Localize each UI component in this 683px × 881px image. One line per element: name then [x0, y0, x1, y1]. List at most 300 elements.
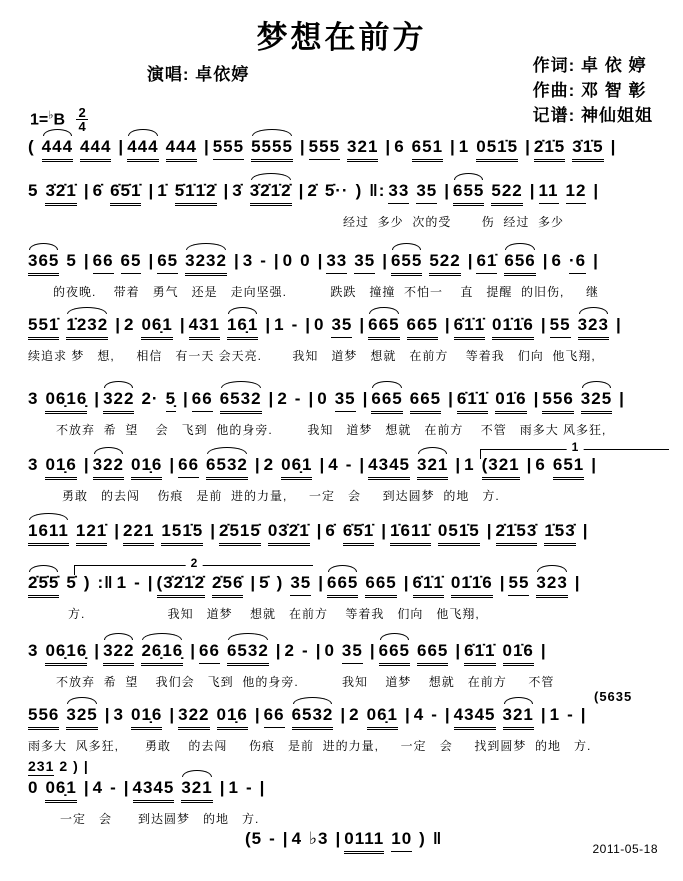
note-token: 0 — [314, 315, 325, 334]
note-token: 051̇5 — [438, 520, 480, 546]
note-token: 321 — [181, 777, 212, 803]
note-token: 665 — [368, 314, 399, 340]
note-token: 323 — [536, 572, 567, 598]
note-token: 4 — [291, 829, 303, 848]
note-token: 01̣6 — [131, 704, 162, 730]
flat-icon: ♭ — [48, 109, 54, 122]
note-token: 06̣16̣ — [45, 640, 87, 666]
music-system-5 — [28, 388, 668, 438]
note-token: 01̣6 — [131, 454, 162, 480]
note-token: 55 — [508, 572, 529, 596]
note-token: 01̇1̇6 — [492, 314, 534, 340]
note-token: 35 — [331, 314, 352, 338]
note-token: - — [294, 389, 302, 408]
note-token: (321 — [482, 454, 520, 480]
note-token: 2 — [59, 758, 69, 774]
volta-number: 2 — [186, 557, 203, 569]
note-token: | — [610, 137, 617, 156]
note-token: 3̇2̇1̇2̇ — [250, 180, 292, 206]
note-token: - — [260, 251, 267, 270]
note-token: ♭3 — [309, 829, 329, 848]
note-token: 522 — [429, 250, 460, 276]
note-token: 0 — [282, 251, 294, 270]
note-token: | — [317, 251, 324, 270]
note-token: 2 — [123, 315, 135, 334]
note-token: 3 — [113, 705, 124, 724]
note-token: 6 — [535, 455, 546, 474]
note-token: | — [223, 181, 230, 200]
lyrics-line: 经过 多少 次的受 伤 经过 多少 — [343, 215, 565, 229]
note-token: | — [405, 705, 411, 724]
note-token: 665 — [327, 572, 358, 598]
note-token: | — [305, 315, 311, 334]
note-token: 0111 — [344, 828, 384, 854]
note-token: 5̇1̇1̇2̇ — [175, 180, 217, 206]
note-token: | — [282, 829, 289, 848]
note-token: | — [450, 137, 456, 156]
note-token: | — [115, 315, 121, 334]
note-token: ( — [28, 137, 35, 156]
note-token: 6532 — [292, 704, 334, 730]
note-token: 5 — [28, 181, 39, 200]
note-token: 3232 — [185, 250, 227, 276]
note-token: 6 — [551, 251, 562, 270]
note-token: ) — [355, 181, 363, 200]
note-token: | — [104, 705, 111, 724]
note-token: 35 — [354, 250, 375, 274]
note-token: 522 — [491, 180, 522, 206]
note-token: :‖ — [97, 573, 114, 592]
note-token: 1̇ — [157, 181, 168, 200]
note-token: | — [526, 455, 533, 474]
time-signature-unit: 4 — [78, 119, 86, 134]
note-token: 01̇6 — [503, 640, 534, 666]
note-token: | — [298, 181, 305, 200]
notes-line — [28, 520, 668, 548]
note-token: | — [444, 181, 450, 200]
note-token: 2̇ — [307, 181, 318, 200]
lyrics-line: 雨多大 风多狂, 勇敢 的去闯 伤痕 是前 进的力量, 一定 会 找到圆梦 的地 方. — [28, 739, 592, 753]
note-token: 5̇ — [66, 573, 77, 592]
note-token: | — [362, 389, 369, 408]
note-token: - — [269, 829, 276, 848]
volta-number: 1 — [567, 441, 584, 453]
lyrics-line: 不放弃 希 望 我们会 飞到 他的身旁. 我知 道梦 想就 在前方 不管 — [56, 675, 555, 689]
note-token: 2̇1̇53̇ — [496, 520, 538, 546]
note-token: 66 — [178, 454, 199, 478]
note-token: 06̣1 — [141, 314, 172, 340]
note-token: 11 — [539, 180, 559, 204]
note-token: 33 — [388, 180, 409, 204]
note-token: | — [593, 181, 600, 200]
note-token: ‖: — [369, 181, 386, 200]
note-token: | — [299, 137, 306, 156]
singer-line: 演唱: 卓依婷 — [146, 65, 250, 84]
note-token: ) — [276, 573, 284, 592]
note-token: 0 — [324, 641, 335, 660]
note-token: - — [302, 641, 309, 660]
note-token: | — [574, 573, 581, 592]
note-token: 1 — [458, 137, 470, 156]
note-token: 656 — [504, 250, 535, 276]
note-token: ·6 — [569, 250, 586, 274]
note-token: | — [542, 251, 549, 270]
note-token: 2̇1̇5 — [534, 136, 565, 162]
note-token: 35 — [290, 572, 311, 596]
note-token: | — [444, 705, 451, 724]
note-token: 2 — [284, 641, 296, 660]
note-token: | — [148, 181, 155, 200]
note-token: 2 — [277, 389, 288, 408]
note-token: 35 — [416, 180, 437, 204]
note-token: | — [316, 521, 323, 540]
note-token: 01̇1̇6 — [451, 572, 493, 598]
note-token: 651 — [412, 136, 443, 162]
note-token: 35 — [335, 388, 356, 412]
note-token: 6̇5̇1̇ — [110, 180, 141, 206]
note-token: 151̇5 — [161, 520, 203, 546]
note-token: | — [455, 455, 462, 474]
note-token: ) — [73, 758, 79, 774]
notes-line — [28, 388, 668, 416]
note-token: 0 — [28, 778, 39, 797]
note-token: | — [259, 778, 266, 797]
note-token: 01̣6 — [45, 454, 76, 480]
note-token: 3 — [28, 455, 39, 474]
lyrics-line: 勇敢 的去闯 伤痕 是前 进的力量, 一定 会 到达圆梦 的地 方. — [62, 489, 500, 503]
note-token: | — [382, 251, 388, 270]
note-token: 321 — [347, 136, 378, 162]
pickup-notes-line — [28, 758, 668, 777]
note-token: 2̇515̇ — [219, 520, 261, 546]
music-system-7 — [28, 520, 668, 548]
transcriber-credit: 记谱: 神仙姐姐 — [532, 106, 653, 125]
note-token: | — [169, 455, 176, 474]
note-token: | — [582, 521, 589, 540]
note-token: 556 — [542, 388, 573, 414]
note-token: 555 — [309, 136, 340, 160]
note-token: | — [265, 315, 272, 334]
note-token: 3 — [28, 389, 39, 408]
note-token: 665 — [410, 388, 441, 414]
note-token: 325 — [66, 704, 97, 730]
notes-line — [28, 572, 668, 600]
note-token: | — [403, 573, 410, 592]
note-token: | — [448, 389, 454, 408]
note-token: 665 — [365, 572, 396, 598]
note-token: 65 — [121, 250, 142, 274]
note-token: 1 — [549, 705, 561, 724]
note-token: 4 — [413, 705, 425, 724]
note-token: 1 — [464, 455, 475, 474]
note-token: 231 — [28, 758, 55, 774]
note-token: | — [540, 315, 547, 334]
note-token: 01̣6 — [217, 704, 248, 730]
note-token: 06̣16̣ — [45, 388, 87, 414]
note-token: | — [94, 389, 101, 408]
note-token: 5̇ — [259, 573, 270, 592]
note-token: 221 — [123, 520, 154, 546]
music-system-3 — [28, 250, 668, 300]
note-token: | — [499, 573, 506, 592]
note-token: | — [179, 315, 186, 334]
note-token: 65 — [157, 250, 178, 274]
note-token: 5 — [66, 251, 77, 270]
notes-line — [28, 704, 668, 732]
lyrics-line: 续追求 梦 想, 相信 有一天 会天亮. 我知 道梦 想就 在前方 等着我 们向 他飞翔, — [28, 349, 596, 363]
note-token: | — [533, 389, 540, 408]
note-token: | — [318, 573, 324, 592]
note-token: 2 — [349, 705, 360, 724]
note-token: 1̇232 — [66, 314, 108, 340]
note-token: | — [540, 705, 547, 724]
notes-line — [28, 250, 668, 278]
note-token: 35 — [342, 640, 363, 664]
note-token: 444 — [166, 136, 197, 162]
note-token: 655 — [453, 180, 484, 206]
note-token: | — [83, 778, 90, 797]
note-token: ‖ — [432, 829, 443, 848]
note-token: 651 — [553, 454, 584, 480]
note-token: | — [273, 251, 280, 270]
note-token: 322 — [178, 704, 209, 730]
note-token: ) — [419, 829, 426, 848]
music-system-10 — [28, 689, 668, 754]
note-token: 323 — [578, 314, 609, 340]
note-token: | — [455, 641, 462, 660]
note-token: (5 — [245, 829, 263, 848]
note-token: 4345 — [454, 704, 496, 730]
note-token: | — [233, 251, 240, 270]
note-token: | — [315, 641, 322, 660]
note-token: - — [567, 705, 574, 724]
note-token: | — [147, 573, 154, 592]
note-token: 665 — [379, 640, 410, 666]
note-token: 322 — [103, 640, 134, 666]
note-token: 1611 — [28, 520, 69, 546]
note-token: | — [385, 137, 392, 156]
note-token: | — [169, 705, 176, 724]
note-token: | — [268, 389, 275, 408]
note-token: 66 — [199, 640, 220, 664]
note-token: | — [148, 251, 155, 270]
note-token: 3̇ — [232, 181, 243, 200]
note-token: | — [486, 521, 493, 540]
note-token: 1 — [228, 778, 239, 797]
note-token: 33 — [326, 250, 347, 274]
note-token: | — [219, 778, 226, 797]
note-token: ) — [83, 573, 91, 592]
composer-credit: 作曲: 邓 智 彰 — [532, 81, 647, 100]
note-token: 665 — [371, 388, 402, 414]
note-token: | — [118, 137, 125, 156]
note-token: | — [250, 573, 257, 592]
note-token: 1 — [274, 315, 285, 334]
music-system-8 — [28, 556, 668, 622]
music-system-6 — [28, 440, 668, 504]
note-token: | — [335, 829, 342, 848]
time-signature-beats: 2 — [78, 105, 86, 120]
note-token: | — [615, 315, 622, 334]
notes-line — [28, 640, 668, 668]
music-system-2 — [28, 180, 668, 230]
key-letter: B — [53, 111, 66, 129]
notes-line — [28, 777, 668, 805]
note-token: 321 — [503, 704, 534, 730]
note-token: 6 — [394, 137, 405, 156]
lyrics-line: 不放弃 希 望 会 飞到 他的身旁. 我知 道梦 想就 在前方 不管 雨多大 风多狂, — [56, 423, 607, 437]
note-token: 665 — [417, 640, 448, 666]
note-token: 16̣1 — [227, 314, 258, 340]
note-token: 2 — [263, 455, 275, 474]
note-token: 1̇611̇ — [390, 520, 431, 546]
notes-line — [28, 180, 668, 208]
note-token: 5̇·· — [324, 181, 349, 200]
note-token: 0 — [300, 251, 311, 270]
lyrics-line: 一定 会 到达圆梦 的地 方. — [60, 812, 260, 826]
note-token: 551̇ — [28, 314, 59, 340]
note-token: (3̇2̇1̇2̇ — [157, 572, 205, 598]
note-token: | — [308, 389, 315, 408]
note-token: | — [83, 181, 90, 200]
note-token: 6̇5̇1̇ — [343, 520, 374, 546]
note-token: 6̇ — [325, 521, 336, 540]
note-token: 322 — [93, 454, 124, 480]
note-token: 3 — [28, 641, 39, 660]
note-token: | — [275, 641, 282, 660]
note-token: 431 — [189, 314, 220, 340]
note-token: | — [529, 181, 536, 200]
note-token: 6̇1̇1̇ — [413, 572, 444, 598]
credits-block — [533, 53, 653, 128]
note-token: 0 — [317, 389, 328, 408]
note-token: 6̇1̇1̇ — [457, 388, 488, 414]
note-token: | — [83, 455, 90, 474]
note-token: 444 — [42, 136, 73, 162]
note-token: - — [431, 705, 438, 724]
note-token: 4345 — [133, 777, 175, 803]
note-token: - — [245, 778, 253, 797]
note-token: 2̇56̇ — [212, 572, 243, 598]
note-token: 66 — [264, 704, 285, 728]
note-token: | — [467, 251, 474, 270]
note-token: | — [525, 137, 531, 156]
note-token: 555 — [213, 136, 244, 160]
time-signature — [76, 106, 87, 133]
note-token: | — [83, 251, 90, 270]
note-token: 06̣1 — [281, 454, 312, 480]
note-token: 61̇ — [476, 250, 497, 274]
note-token: 6̇1̇1̇ — [454, 314, 485, 340]
music-system-9 — [28, 640, 668, 690]
note-token: | — [123, 778, 130, 797]
note-token: | — [540, 641, 547, 660]
volta-bracket-2 — [74, 556, 313, 575]
note-token: 6532 — [227, 640, 269, 666]
note-token: 322 — [103, 388, 134, 414]
note-token: - — [291, 315, 299, 334]
note-token: | — [94, 641, 101, 660]
note-token: 444 — [127, 136, 158, 162]
note-token: | — [359, 455, 366, 474]
note-token: 2̇5̇5̇ — [28, 572, 59, 598]
note-token: - — [134, 573, 141, 592]
music-system-11 — [28, 758, 668, 827]
lyricist-credit: 作词: 卓 依 婷 — [532, 56, 647, 75]
note-token: 121̇ — [76, 520, 107, 546]
notes-line — [28, 136, 668, 164]
note-token: | — [444, 315, 451, 334]
note-token: | — [580, 705, 587, 724]
note-token: | — [190, 641, 197, 660]
note-token: 06̣1 — [367, 704, 398, 730]
note-token: 6̇1̇1̇ — [464, 640, 495, 666]
note-token: | — [381, 521, 388, 540]
note-token: - — [110, 778, 117, 797]
note-token: 051̇5 — [476, 136, 518, 162]
music-system-4 — [28, 314, 668, 364]
date-stamp: 2011-05-18 — [592, 842, 658, 856]
note-token: 01̇6 — [495, 388, 526, 414]
note-token: | — [114, 521, 121, 540]
notes-line — [28, 314, 668, 342]
note-token: 665 — [407, 314, 438, 340]
note-token: 3 — [242, 251, 254, 270]
note-token: 10 — [391, 828, 412, 852]
note-token: | — [319, 455, 326, 474]
note-token: 4 — [92, 778, 104, 797]
note-token: 6532 — [206, 454, 248, 480]
note-token: 66 — [192, 388, 213, 412]
key-prefix: 1= — [30, 111, 49, 129]
note-token: | — [254, 455, 261, 474]
note-token: | — [203, 137, 210, 156]
music-system-1 — [28, 136, 668, 164]
song-title: 梦想在前方 — [256, 20, 427, 55]
note-token: 3̇2̇1̇ — [45, 180, 76, 206]
note-token: - — [345, 455, 353, 474]
note-token: 26̣16̣ — [141, 640, 183, 666]
note-token: | — [593, 251, 599, 270]
note-token: | — [254, 705, 261, 724]
note-token: 1 — [116, 573, 128, 592]
note-token: 12 — [566, 180, 587, 204]
note-token: 4 — [328, 455, 339, 474]
note-token: | — [340, 705, 347, 724]
note-token: 55 — [550, 314, 571, 338]
note-token: 3̇1̇5 — [572, 136, 603, 162]
note-token: 325 — [581, 388, 612, 414]
note-token: | — [210, 521, 216, 540]
note-token: 1̇53̇ — [544, 520, 575, 546]
note-token: 5555 — [251, 136, 293, 162]
note-token: | — [369, 641, 376, 660]
lyrics-line: 方. 我知 道梦 想就 在前方 等着我 们向 他飞翔, — [68, 607, 480, 621]
note-token: 321 — [417, 454, 448, 480]
note-token: 556 — [28, 704, 59, 730]
note-token: 6532 — [220, 388, 262, 414]
note-token: 6̇ — [92, 181, 104, 200]
note-token: | — [183, 389, 189, 408]
note-token: 66 — [93, 250, 114, 274]
note-token: | — [83, 758, 89, 774]
note-token: 03̇2̇1̇ — [268, 520, 310, 546]
note-token: 444 — [80, 136, 111, 162]
lyrics-line: 的夜晚. 带着 勇气 还是 走向坚强. 跌跌 撞撞 不怕一 直 提醒 的旧伤, 继 — [53, 285, 600, 299]
note-token: 655 — [391, 250, 422, 276]
note-token: 2· — [141, 389, 159, 408]
note-token: 06̣1 — [45, 777, 76, 803]
